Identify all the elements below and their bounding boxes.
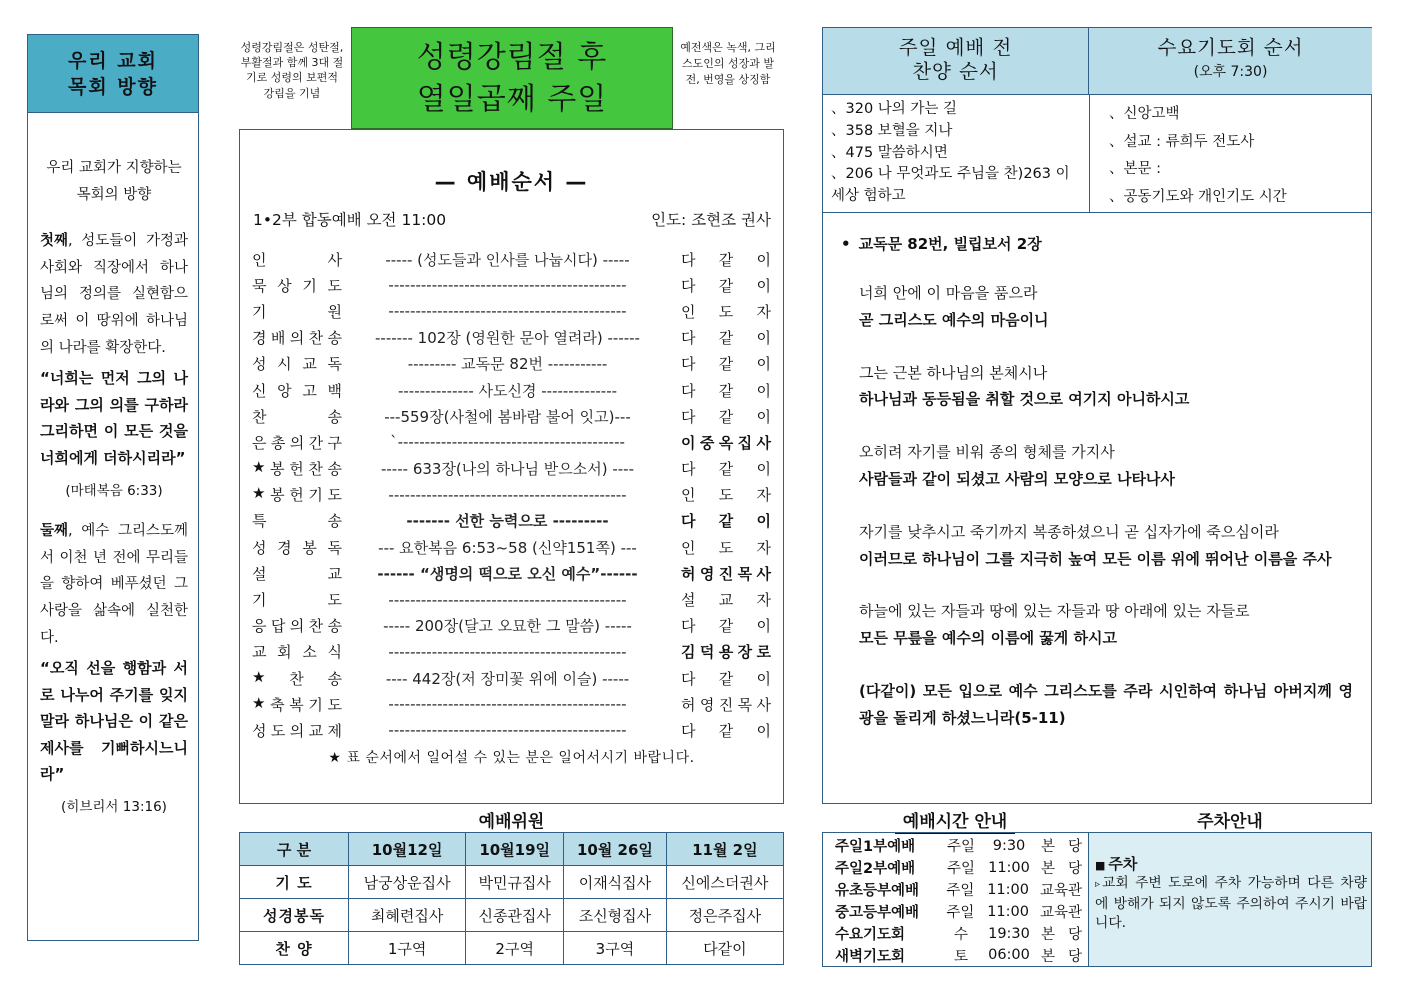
liturgical-color-note: 예전색은 녹색, 그리스도인의 성장과 발전, 번영을 상징함 bbox=[680, 41, 776, 86]
wednesday-item: 、본문 : bbox=[1109, 161, 1162, 177]
verse-leader-line: 자기를 낮추시고 죽기까지 복종하셨으니 곧 십자가에 죽으심이라 bbox=[859, 522, 1279, 541]
wednesday-header bbox=[1089, 28, 1372, 95]
verse-response-line: (다같이) 모든 입으로 예수 그리스도를 주라 시인하여 하나님 아버지께 영광을 돌리게 하셨느니라(5-11) bbox=[859, 681, 1353, 727]
order-leader: 인 도 자 bbox=[681, 538, 771, 557]
service-day: 주일 bbox=[946, 905, 975, 922]
order-row bbox=[252, 456, 771, 482]
order-detail: -------------- 사도신경 -------------- bbox=[397, 381, 618, 400]
service-name: 유초등부예배 bbox=[835, 883, 920, 900]
service-hour: 11:00 bbox=[988, 859, 1030, 876]
vision-second-quote: “오직 선을 행함과 서로 나누어 주기를 잊지 말라 하나님은 이 같은 제사를 기뻐하시느니라” bbox=[40, 659, 188, 784]
reading-verse bbox=[859, 519, 1353, 573]
service-time-row bbox=[835, 923, 1082, 945]
staff-cell: 1구역 bbox=[349, 932, 466, 965]
vision-subtitle: 우리 교회가 지향하는 목회의 방향 bbox=[46, 160, 182, 203]
wednesday-title: 수요기도회 순서 bbox=[1157, 36, 1304, 59]
service-place: 교 육 관 bbox=[1039, 905, 1082, 922]
vision-second-text: , 예수 그리스도께서 이천 년 전에 무리들을 향하여 베푸셨던 그 사랑을 삶속에 실천한다. bbox=[40, 523, 188, 646]
service-name: 주일2부예배 bbox=[835, 861, 916, 878]
order-detail: -------------------------------------------- bbox=[388, 590, 627, 609]
order-leader: 다 같 이 bbox=[681, 721, 771, 740]
order-detail: `------------------------------------------ bbox=[390, 433, 625, 452]
reading-verse bbox=[859, 360, 1353, 414]
staff-header-cell: 10월 26일 bbox=[564, 833, 667, 866]
reading-verses bbox=[841, 280, 1353, 732]
order-row bbox=[252, 560, 771, 586]
vision-first-quote: “너희는 먼저 그의 나라와 그의 의를 구하라 그리하면 이 모든 것을 너희에게 더하시리라” bbox=[40, 369, 188, 467]
order-item: 경 배 의 찬 송 bbox=[252, 329, 342, 348]
service-day: 주일 bbox=[946, 883, 975, 900]
service-place: 교 육 관 bbox=[1039, 883, 1082, 900]
service-time-row bbox=[835, 857, 1082, 879]
order-item: 성 경 봉 독 bbox=[252, 538, 342, 557]
vision-second-ref: (히브리서 13:16) bbox=[61, 799, 167, 816]
praise-list bbox=[831, 99, 1081, 208]
order-detail: -------------------------------------------- bbox=[388, 485, 627, 504]
order-detail: ------- 102장 (영원한 문아 열려라) ------ bbox=[375, 329, 640, 348]
order-item: 은 총 의 간 구 bbox=[252, 433, 342, 452]
order-row bbox=[252, 482, 771, 508]
order-leader: 인 도 자 bbox=[681, 302, 771, 321]
service-time-row bbox=[835, 879, 1082, 901]
vision-title-line2: 목회 방향 bbox=[67, 75, 159, 98]
service-place: 본 당 bbox=[1041, 927, 1082, 943]
times-title-text: 예배시간 안내 bbox=[895, 812, 1015, 834]
service-time-row bbox=[835, 901, 1082, 923]
order-row bbox=[252, 717, 771, 743]
order-row bbox=[252, 377, 771, 403]
order-detail: --------- 교독문 82번 ----------- bbox=[407, 355, 608, 374]
order-item: 인 사 bbox=[252, 250, 342, 269]
order-item: 설 교 bbox=[252, 564, 342, 583]
wednesday-item: 、공동기도와 개인기도 시간 bbox=[1109, 188, 1287, 205]
order-item: 응 답 의 찬 송 bbox=[252, 617, 342, 636]
order-row bbox=[252, 613, 771, 639]
verse-response-line: 하나님과 동등됨을 취할 것으로 여기지 아니하시고 bbox=[859, 390, 1190, 409]
vision-title-line1: 우리 교회 bbox=[67, 49, 159, 72]
order-row bbox=[252, 272, 771, 298]
staff-cell: 3구역 bbox=[564, 932, 667, 965]
verse-response-line: 사람들과 같이 되셨고 사람의 모양으로 나타나사 bbox=[859, 469, 1175, 488]
verse-leader-line: 오히려 자기를 비워 종의 형체를 가지사 bbox=[859, 443, 1115, 462]
verse-response-line: 이러므로 하나님이 그를 지극히 높여 모든 이름 위에 뛰어난 이름을 주사 bbox=[859, 549, 1332, 568]
pentecost-note: 성령강림절은 성탄절, 부활절과 함께 3대 절기로 성령의 보편적 강림을 기념 bbox=[240, 41, 344, 100]
service-leader: 인도: 조현조 권사 bbox=[651, 211, 771, 229]
praise-item: 、475 말씀하시면 bbox=[831, 144, 948, 161]
order-row bbox=[252, 534, 771, 560]
order-leader: 다 같 이 bbox=[681, 617, 771, 636]
vision-body bbox=[28, 113, 198, 821]
order-detail: --- 요한복음 6:53~58 (신약151쪽) --- bbox=[378, 538, 637, 557]
order-item: 특 송 bbox=[252, 512, 342, 531]
order-item: 기 도 bbox=[252, 591, 342, 610]
service-time: 1•2부 합동예배 오전 11:00 bbox=[253, 211, 447, 229]
order-rows bbox=[252, 246, 771, 744]
order-row bbox=[252, 508, 771, 534]
order-leader: 다 같 이 bbox=[681, 250, 771, 269]
order-detail: -------------------------------------------- bbox=[388, 642, 627, 661]
reading-verse bbox=[859, 678, 1353, 732]
order-leader: 다 같 이 bbox=[681, 407, 771, 426]
staff-cell: 조신형집사 bbox=[564, 899, 667, 932]
service-times bbox=[823, 833, 1089, 966]
staff-role: 찬 양 bbox=[240, 932, 349, 965]
service-name: 수요기도회 bbox=[835, 927, 906, 943]
order-detail: -------------------------------------------- bbox=[388, 695, 627, 714]
order-detail: ------- 선한 능력으로 --------- bbox=[406, 512, 609, 531]
worship-staff-table bbox=[239, 832, 784, 965]
wednesday-item: 、설교 : 류희두 전도사 bbox=[1109, 133, 1255, 150]
wednesday-list bbox=[1109, 99, 1359, 211]
order-row bbox=[252, 351, 771, 377]
order-leader: 다 같 이 bbox=[681, 355, 771, 374]
vision-first-text: , 성도들이 가정과 사회와 직장에서 하나님의 정의를 실현함으로써 이 땅위에 하나님의 나라를 확장한다. bbox=[40, 233, 188, 356]
bulletin-title bbox=[351, 27, 673, 129]
order-leader: 다 같 이 bbox=[681, 381, 771, 400]
order-item: 교 회 소 식 bbox=[252, 643, 342, 662]
order-detail: ------ “생명의 떡으로 오신 예수”------ bbox=[377, 564, 638, 583]
staff-cell: 남궁상운집사 bbox=[349, 866, 466, 899]
order-item: 기 원 bbox=[252, 302, 342, 321]
service-hour: 11:00 bbox=[987, 903, 1029, 920]
order-row bbox=[252, 586, 771, 612]
reading-head: • 교독문 82번, 빌립보서 2장 bbox=[841, 233, 1353, 254]
verse-response-line: 모든 무릎을 예수의 이름에 꿇게 하시고 bbox=[859, 629, 1117, 648]
order-detail: ---- 442장(저 장미꽃 위에 이슬) ----- bbox=[385, 669, 630, 688]
staff-cell: 신에스더권사 bbox=[666, 866, 783, 899]
praise-item: 、206 나 무엇과도 주님을 찬)263 이 세상 험하고 bbox=[831, 166, 1070, 205]
order-meta bbox=[253, 208, 771, 230]
order-item: ★ 봉 헌 기 도 bbox=[252, 484, 342, 505]
order-detail: ---559장(사철에 봄바람 불어 잇고)--- bbox=[384, 407, 631, 426]
service-place: 본 당 bbox=[1041, 948, 1082, 965]
service-place: 본 당 bbox=[1041, 839, 1082, 856]
order-row bbox=[252, 325, 771, 351]
praise-title-line1: 주일 예배 전 bbox=[898, 36, 1013, 59]
verse-leader-line: 그는 근본 하나님의 본체시나 bbox=[859, 363, 1048, 382]
service-day: 주일 bbox=[946, 839, 975, 856]
order-row bbox=[252, 403, 771, 429]
order-leader: 다 같 이 bbox=[681, 276, 771, 295]
order-item: ★ 찬 송 bbox=[252, 667, 342, 688]
staff-cell: 박민규집사 bbox=[466, 866, 564, 899]
parking-info bbox=[1089, 833, 1371, 966]
service-name: 중고등부예배 bbox=[835, 905, 920, 922]
service-time-row bbox=[835, 835, 1082, 857]
wednesday-item: 、신앙고백 bbox=[1109, 106, 1180, 122]
order-title: — 예배순서 — bbox=[434, 170, 589, 194]
service-hour: 19:30 bbox=[988, 925, 1030, 942]
order-item: 성 시 교 독 bbox=[252, 355, 342, 374]
order-detail: ----- 633장(나의 하나님 받으소서) ---- bbox=[380, 460, 635, 479]
staff-cell: 최혜련집사 bbox=[349, 899, 466, 932]
header-divider bbox=[1089, 95, 1090, 213]
parking-body: ▹ 교회 주변 도로에 주차 가능하며 다른 차량에 방해가 되지 않도록 주의하여 주시기 바랍니다. bbox=[1095, 874, 1367, 934]
church-vision-panel bbox=[27, 34, 199, 941]
responsive-reading bbox=[841, 233, 1353, 758]
order-item: 묵 상 기 도 bbox=[252, 276, 342, 295]
order-leader: 다 같 이 bbox=[681, 669, 771, 688]
staff-cell: 신종관집사 bbox=[466, 899, 564, 932]
order-detail: -------------------------------------------- bbox=[388, 302, 627, 321]
staff-row bbox=[240, 899, 784, 932]
order-detail: -------------------------------------------- bbox=[388, 276, 627, 295]
vision-first-ref: (마태복음 6:33) bbox=[65, 482, 163, 499]
parking-head: ■ 주차 bbox=[1095, 853, 1367, 874]
service-name: 새벽기도회 bbox=[835, 948, 906, 965]
order-item: 찬 송 bbox=[252, 407, 342, 426]
staff-header-cell: 10월12일 bbox=[349, 833, 466, 866]
staff-header-cell: 11월 2일 bbox=[666, 833, 783, 866]
order-item: 신 앙 고 백 bbox=[252, 381, 342, 400]
order-detail: ----- 200장(달고 오묘한 그 말씀) ----- bbox=[383, 617, 632, 636]
staff-header-cell: 10월19일 bbox=[466, 833, 564, 866]
order-item: ★ 봉 헌 찬 송 bbox=[252, 458, 342, 479]
staff-row bbox=[240, 932, 784, 965]
vision-second-label: 둘째 bbox=[40, 523, 69, 540]
verse-leader-line: 하늘에 있는 자들과 땅에 있는 자들과 땅 아래에 있는 자들로 bbox=[859, 602, 1250, 621]
service-hour: 11:00 bbox=[987, 881, 1029, 898]
order-item: ★ 축 복 기 도 bbox=[252, 693, 342, 714]
info-box bbox=[822, 832, 1372, 967]
staff-title-text: 예배위원 bbox=[473, 812, 551, 834]
verse-leader-line: 너희 안에 이 마음을 품으라 bbox=[859, 284, 1038, 302]
order-leader: 인 도 자 bbox=[681, 486, 771, 505]
reading-verse bbox=[859, 439, 1353, 493]
order-row bbox=[252, 246, 771, 272]
praise-header bbox=[823, 28, 1089, 95]
verse-response-line: 곧 그리스도 예수의 마음이니 bbox=[859, 310, 1049, 329]
title-line1: 성령강림절 후 bbox=[416, 40, 608, 75]
reading-verse bbox=[859, 598, 1353, 652]
parking-title bbox=[1088, 807, 1372, 832]
wednesday-time: (오후 7:30) bbox=[1193, 64, 1268, 80]
service-time-row bbox=[835, 944, 1082, 966]
service-hour: 9:30 bbox=[992, 837, 1026, 854]
order-leader: 허 영 진 목 사 bbox=[681, 564, 771, 583]
praise-title-line2: 찬양 순서 bbox=[912, 60, 999, 83]
praise-item: 、320 나의 가는 길 bbox=[831, 101, 958, 117]
order-leader: 설 교 자 bbox=[681, 591, 771, 610]
staff-body bbox=[240, 866, 784, 965]
order-row bbox=[252, 298, 771, 324]
order-leader: 허 영 진 목 사 bbox=[681, 695, 771, 714]
service-day: 주일 bbox=[946, 861, 975, 878]
order-row bbox=[252, 639, 771, 665]
order-leader: 다 같 이 bbox=[681, 512, 771, 531]
order-leader: 다 같 이 bbox=[681, 460, 771, 479]
staff-row bbox=[240, 866, 784, 899]
order-item: 성 도 의 교 제 bbox=[252, 721, 342, 740]
service-hour: 06:00 bbox=[988, 947, 1030, 964]
reading-verse bbox=[859, 280, 1353, 334]
order-detail: ----- (성도들과 인사를 나눕시다) ----- bbox=[385, 250, 630, 269]
order-row bbox=[252, 665, 771, 691]
vision-header bbox=[28, 35, 198, 113]
staff-header-row bbox=[240, 833, 784, 866]
order-row bbox=[252, 429, 771, 455]
order-row bbox=[252, 691, 771, 717]
staff-cell: 다같이 bbox=[666, 932, 783, 965]
staff-header-cell: 구 분 bbox=[240, 833, 349, 866]
service-day: 토 bbox=[953, 948, 968, 965]
right-panel bbox=[822, 27, 1372, 804]
order-leader: 이 중 옥 집 사 bbox=[681, 433, 771, 452]
order-leader: 김 덕 용 장 로 bbox=[681, 643, 771, 662]
vision-first-point bbox=[40, 228, 188, 361]
staff-role: 기 도 bbox=[240, 866, 349, 899]
staff-role: 성경봉독 bbox=[240, 899, 349, 932]
order-leader: 다 같 이 bbox=[681, 329, 771, 348]
service-day: 수 bbox=[953, 927, 968, 943]
section-divider bbox=[823, 212, 1371, 213]
staff-cell: 2구역 bbox=[466, 932, 564, 965]
parking-title-text: 주차안내 bbox=[1189, 812, 1271, 834]
standing-note: ★ 표 순서에서 일어설 수 있는 분은 일어서시기 바랍니다. bbox=[328, 750, 695, 766]
staff-title bbox=[239, 807, 784, 832]
staff-cell: 정은주집사 bbox=[666, 899, 783, 932]
vision-first-label: 첫째 bbox=[40, 233, 69, 250]
order-detail: -------------------------------------------- bbox=[388, 721, 627, 740]
service-name: 주일1부예배 bbox=[835, 839, 916, 856]
title-line2: 열일곱째 주일 bbox=[416, 82, 608, 117]
times-title bbox=[822, 807, 1088, 832]
vision-second-point bbox=[40, 518, 188, 651]
praise-item: 、358 보혈을 지나 bbox=[831, 122, 953, 139]
service-place: 본 당 bbox=[1041, 861, 1082, 878]
order-of-worship bbox=[239, 129, 784, 804]
staff-cell: 이재식집사 bbox=[564, 866, 667, 899]
